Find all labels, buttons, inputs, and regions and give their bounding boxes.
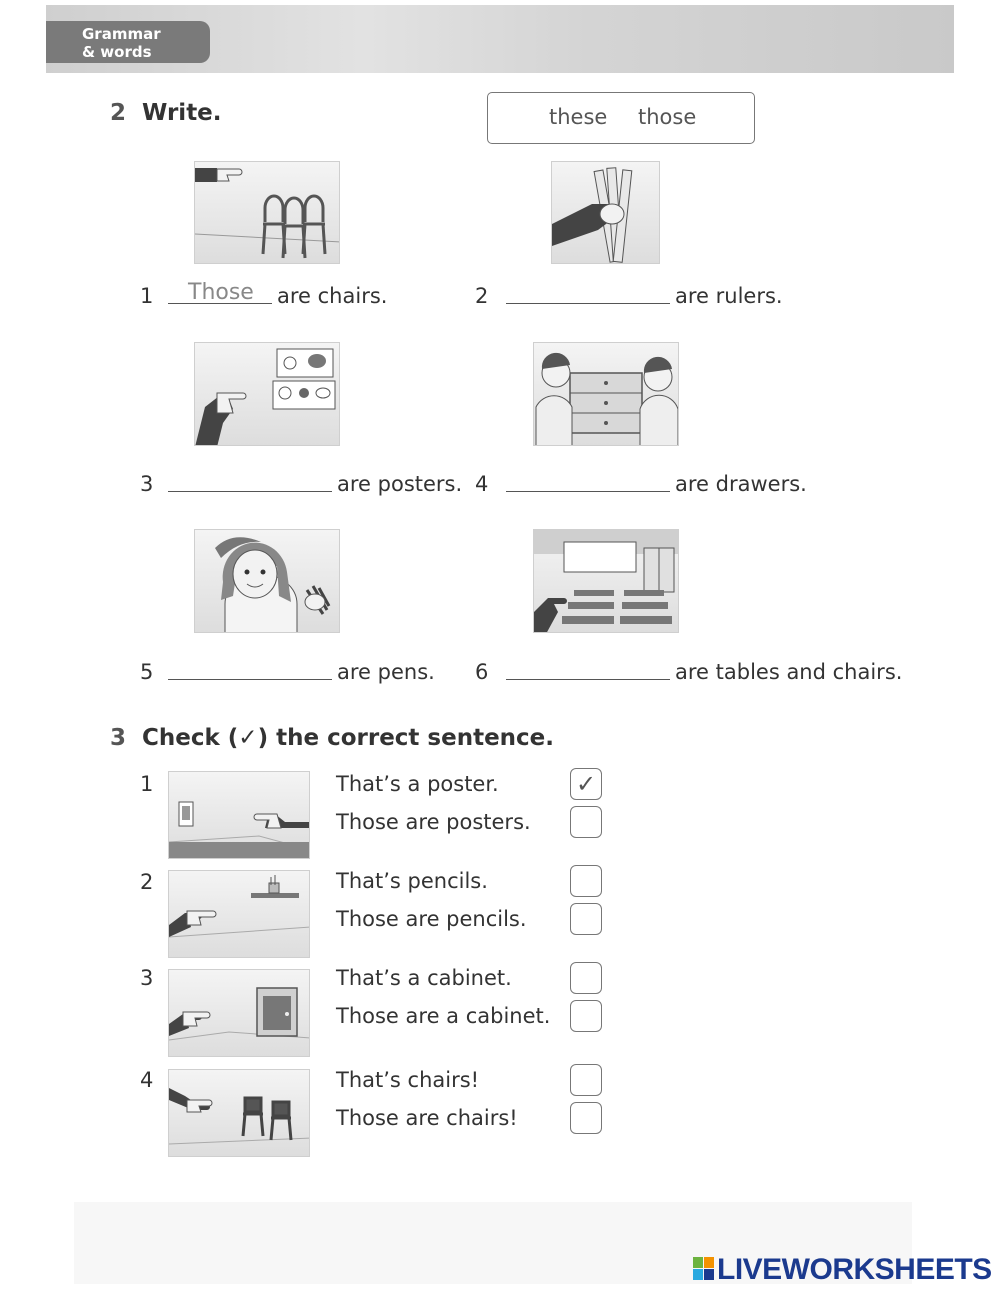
check-item-3-sentence-a: That’s a cabinet. [336,966,512,990]
check-item-2-box-a[interactable] [570,865,602,897]
check-item-1-box-b[interactable] [570,806,602,838]
section-2-title: Write. [142,100,222,126]
liveworksheets-mark-icon [693,1257,715,1281]
hand-pointing-at-pencils-image [168,870,310,958]
check-item-3-number: 3 [140,966,154,990]
section-tab-line2: & words [82,43,152,61]
item-1-answer: Those [188,280,254,305]
item-2-text: are rulers. [675,284,783,308]
check-item-3-box-b[interactable] [570,1000,602,1032]
check-item-4-box-b[interactable] [570,1102,602,1134]
word-bank-these: these [549,105,608,129]
item-3-number: 3 [140,472,154,496]
item-6-number: 6 [475,660,489,684]
hand-pointing-at-chairs-image [194,161,340,264]
item-2-blank[interactable] [506,303,670,304]
item-4-blank[interactable] [506,491,670,492]
check-item-3-sentence-b: Those are a cabinet. [336,1004,551,1028]
hand-pointing-at-poster-image [168,771,310,859]
classroom-tables-image [533,529,679,633]
check-item-4-box-a[interactable] [570,1064,602,1096]
check-item-1-number: 1 [140,772,154,796]
item-6-blank[interactable] [506,679,670,680]
check-item-4-number: 4 [140,1068,154,1092]
check-item-1-box-a[interactable]: ✓ [570,768,602,800]
item-5-text: are pens. [337,660,435,684]
section-tab [46,21,210,63]
check-item-2-sentence-a: That’s pencils. [336,869,488,893]
check-item-2-number: 2 [140,870,154,894]
item-1-blank[interactable] [168,303,272,304]
check-item-2-sentence-b: Those are pencils. [336,907,527,931]
item-1-number: 1 [140,284,154,308]
item-3-blank[interactable] [168,491,332,492]
check-item-4-sentence-b: Those are chairs! [336,1106,518,1130]
section-tab-line1: Grammar [82,25,161,43]
item-5-number: 5 [140,660,154,684]
item-4-text: are drawers. [675,472,807,496]
girl-holding-pens-image [194,529,340,633]
boys-with-drawers-image [533,342,679,446]
item-1-text: are chairs. [277,284,388,308]
check-item-3-box-a[interactable] [570,962,602,994]
check-item-4-sentence-a: That’s chairs! [336,1068,480,1092]
check-item-1-sentence-a: That’s a poster. [336,772,499,796]
check-item-1-sentence-b: Those are posters. [336,810,531,834]
word-bank [487,92,755,144]
hand-pointing-at-chairs-small-image [168,1069,310,1157]
section-2-number: 2 [110,100,127,126]
item-4-number: 4 [475,472,489,496]
item-2-number: 2 [475,284,489,308]
word-bank-those: those [638,105,697,129]
hand-holding-rulers-image [551,161,660,264]
item-6-text: are tables and chairs. [675,660,903,684]
hand-pointing-at-posters-image [194,342,340,446]
item-3-text: are posters. [337,472,463,496]
item-5-blank[interactable] [168,679,332,680]
section-3-number: 3 [110,725,127,751]
hand-pointing-at-cabinet-image [168,969,310,1057]
section-3-title: Check (✓) the correct sentence. [142,725,555,751]
liveworksheets-logo-text: LIVEWORKSHEETS [717,1253,992,1286]
check-item-2-box-b[interactable] [570,903,602,935]
